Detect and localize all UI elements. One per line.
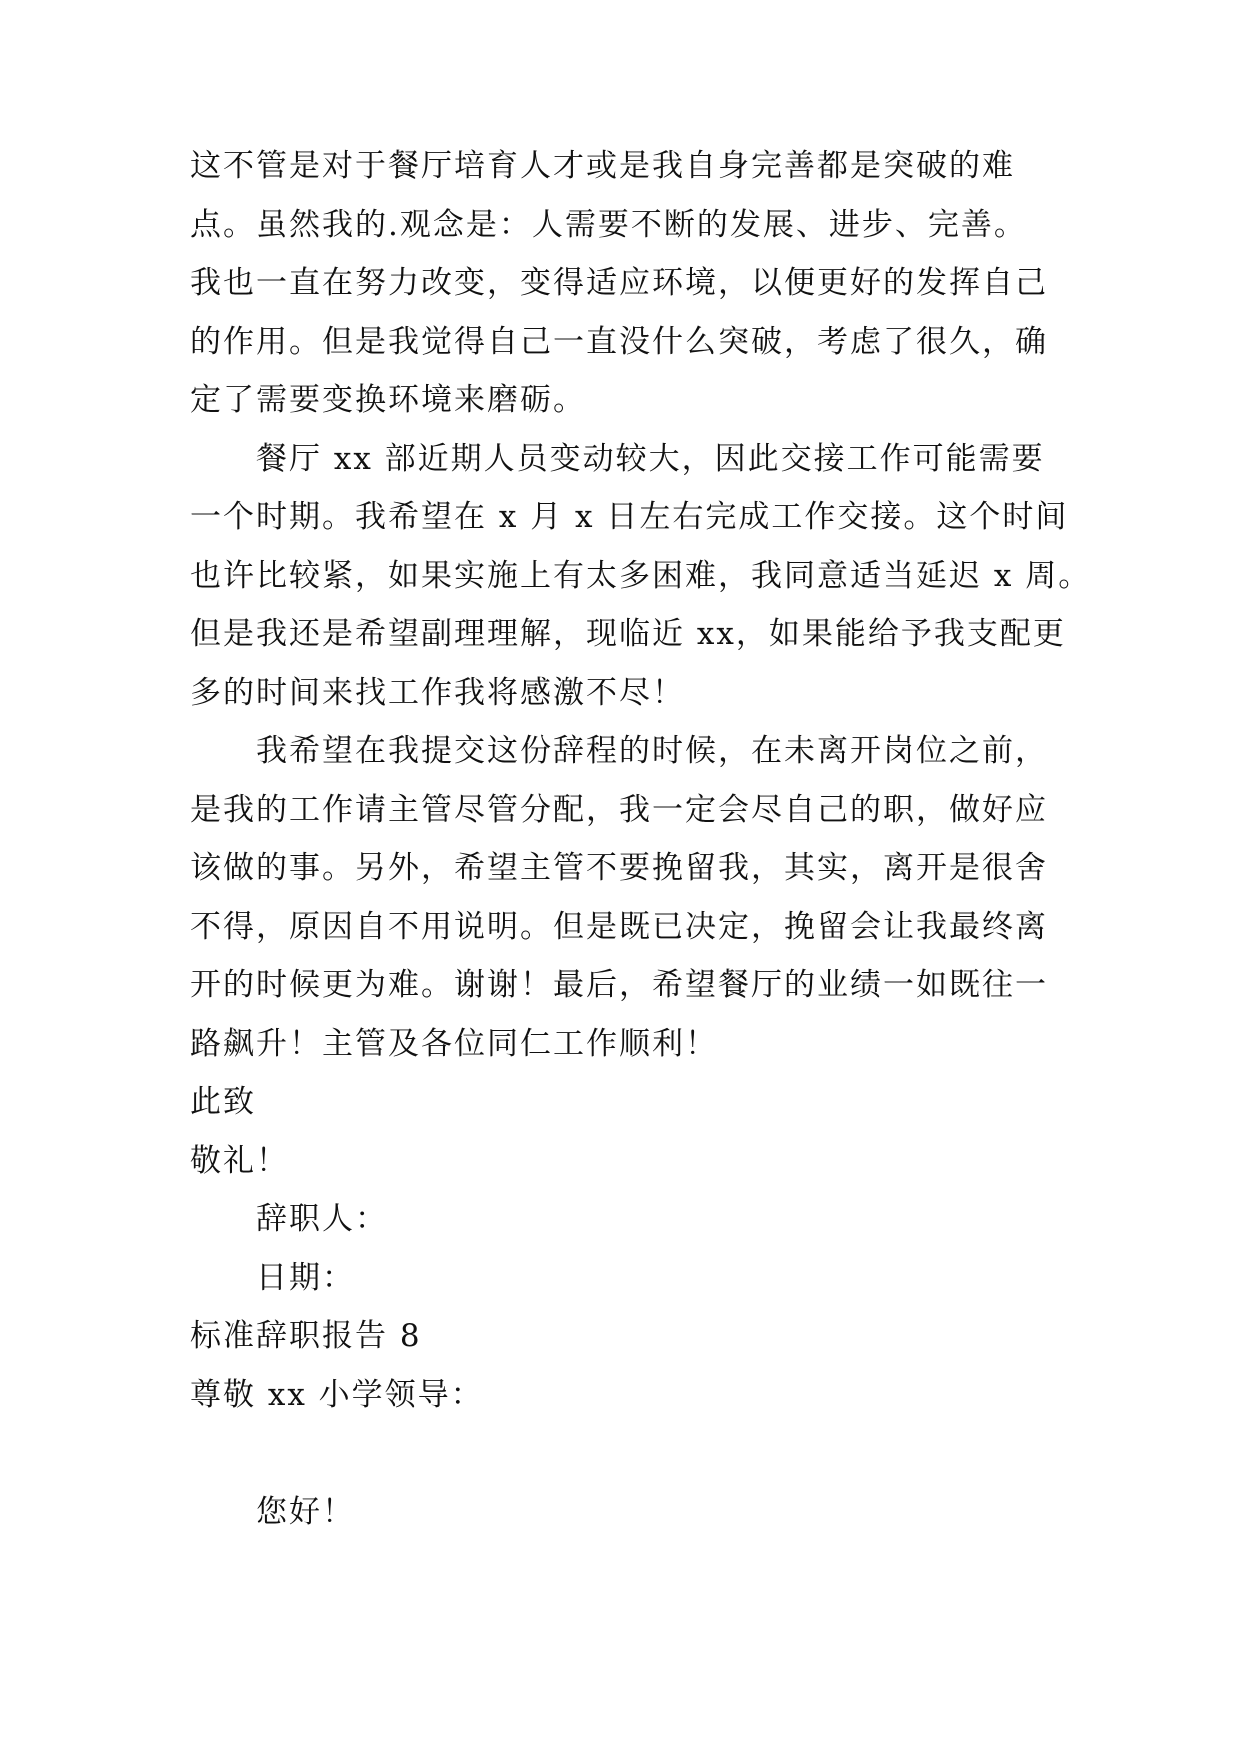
paragraph-line: 我希望在我提交这份辞程的时候，在未离开岗位之前， [256, 733, 1048, 769]
salutation-line: 敬礼！ [190, 1143, 289, 1179]
paragraph-line: 的作用。但是我觉得自己一直没什么突破，考虑了很久，确 [190, 324, 1048, 360]
date-label: 日期： [256, 1260, 355, 1296]
paragraph-line: 这不管是对于餐厅培育人才或是我自身完善都是突破的难 [190, 148, 1015, 184]
paragraph-line: 点。虽然我的.观念是：人需要不断的发展、进步、完善。 [190, 207, 1027, 243]
paragraph-line: 路飙升！主管及各位同仁工作顺利！ [190, 1026, 718, 1062]
paragraph-line: 餐厅 xx 部近期人员变动较大，因此交接工作可能需要 [256, 441, 1045, 477]
paragraph-line: 也许比较紧，如果实施上有太多困难，我同意适当延迟 x 周。 [190, 558, 1092, 594]
paragraph-line: 但是我还是希望副理理解，现临近 xx，如果能给予我支配更 [190, 616, 1066, 652]
paragraph-line: 一个时期。我希望在 x 月 x 日左右完成工作交接。这个时间 [190, 499, 1069, 535]
paragraph-line: 是我的工作请主管尽管分配，我一定会尽自己的职，做好应 [190, 792, 1048, 828]
closing-line: 此致 [190, 1084, 256, 1120]
section-heading: 标准辞职报告 8 [190, 1318, 422, 1354]
paragraph-line: 开的时候更为难。谢谢！最后，希望餐厅的业绩一如既往一 [190, 967, 1048, 1003]
paragraph-line: 定了需要变换环境来磨砺。 [190, 382, 586, 418]
paragraph-line: 该做的事。另外，希望主管不要挽留我，其实，离开是很舍 [190, 850, 1048, 886]
greeting-line: 您好！ [256, 1494, 355, 1530]
paragraph-line: 多的时间来找工作我将感激不尽！ [190, 675, 685, 711]
signature-label: 辞职人： [256, 1201, 388, 1237]
greeting-recipient: 尊敬 xx 小学领导： [190, 1377, 484, 1413]
paragraph-line: 我也一直在努力改变，变得适应环境，以便更好的发挥自己 [190, 265, 1048, 301]
paragraph-line: 不得，原因自不用说明。但是既已决定，挽留会让我最终离 [190, 909, 1048, 945]
